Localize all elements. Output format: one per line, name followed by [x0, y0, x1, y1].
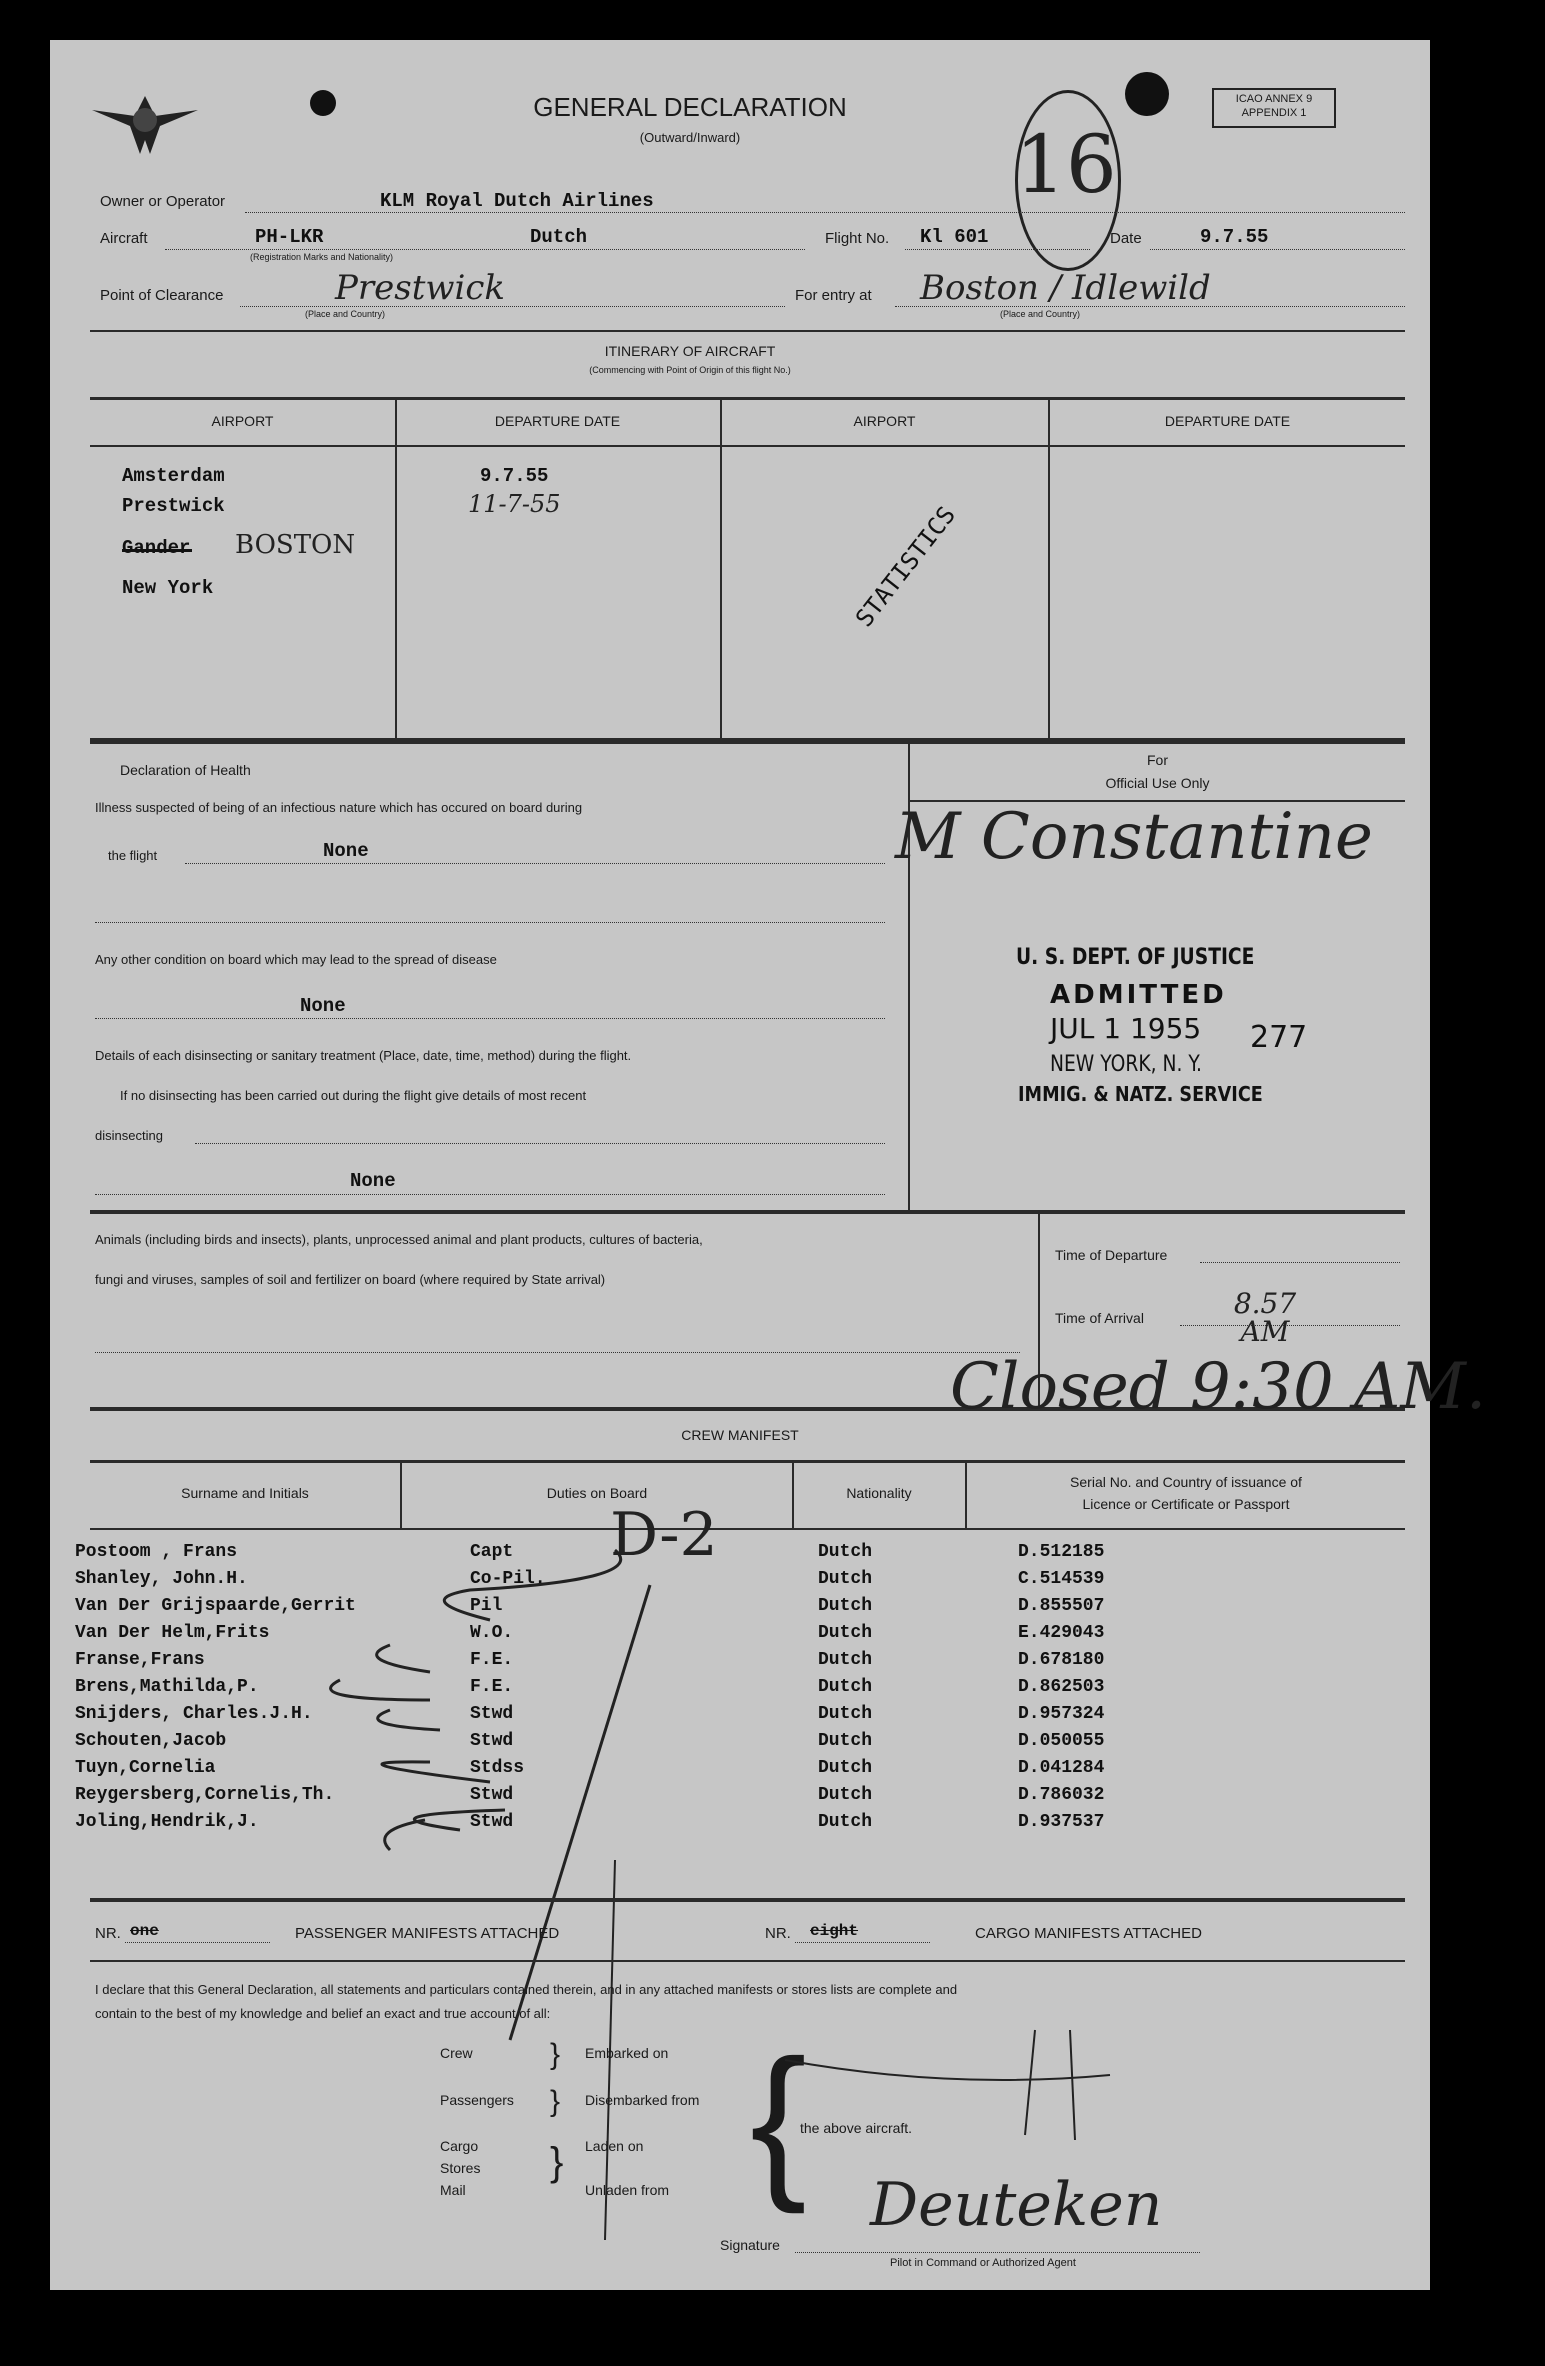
date-value: 9.7.55	[1200, 226, 1269, 248]
official-signature: M Constantine	[895, 800, 1373, 874]
signature-label: Signature	[720, 2237, 780, 2253]
crew-row-serial: D.041284	[1018, 1758, 1105, 1778]
statistics-stamp: STATISTICS	[850, 501, 962, 633]
crew-row-serial: E.429043	[1018, 1623, 1105, 1643]
declaration-item-passengers: Passengers	[440, 2092, 514, 2108]
crew-row-name: Shanley, John.H.	[75, 1569, 248, 1589]
itinerary-col-departure2: DEPARTURE DATE	[1164, 413, 1291, 429]
crew-row-nationality: Dutch	[818, 1704, 873, 1724]
official-title-line1: For	[1147, 752, 1168, 768]
itinerary-col-airport: AIRPORT	[211, 413, 274, 429]
crew-row-nationality: Dutch	[818, 1731, 873, 1751]
entry-value: Boston / Idlewild	[920, 268, 1211, 308]
crew-row-name: Franse,Frans	[75, 1650, 205, 1670]
clearance-caption: (Place and Country)	[305, 309, 386, 319]
declaration-item-cargo: Cargo	[440, 2138, 479, 2154]
owner-label: Owner or Operator	[100, 193, 226, 210]
declaration-brace-3: }	[550, 2140, 564, 2184]
crew-row-name: Schouten,Jacob	[75, 1731, 227, 1751]
admitted-stamp-line2: ADMITTED	[1050, 980, 1227, 1010]
health-q3-line2: If no disinsecting has been carried out during the flight give details of most recent	[120, 1088, 587, 1103]
crew-row-nationality: Dutch	[818, 1596, 873, 1616]
time-arrival-label: Time of Arrival	[1055, 1310, 1144, 1326]
crew-row-serial: D.855507	[1018, 1596, 1105, 1616]
official-title-line2: Official Use Only	[1105, 775, 1210, 791]
crew-col-nationality: Nationality	[846, 1485, 912, 1501]
crew-row-serial: D.050055	[1018, 1731, 1105, 1751]
crew-row-name: Tuyn,Cornelia	[75, 1758, 216, 1778]
itinerary-boston-note: BOSTON	[235, 530, 356, 560]
owner-value: KLM Royal Dutch Airlines	[380, 190, 654, 212]
annex-line2: APPENDIX 1	[1241, 107, 1307, 119]
crew-row-nationality: Dutch	[818, 1650, 873, 1670]
itinerary-airport-1: Amsterdam	[122, 465, 225, 487]
crew-row-duty: W.O.	[470, 1623, 514, 1643]
crew-row-name: Postoom , Frans	[75, 1542, 238, 1562]
document-title: GENERAL DECLARATION	[533, 92, 847, 122]
declaration-brace-2: }	[550, 2085, 561, 2118]
crew-row-duty: Stwd	[470, 1812, 514, 1832]
crew-row-nationality: Dutch	[818, 1542, 873, 1562]
crew-row-duty: Stwd	[470, 1731, 514, 1751]
aircraft-label: Aircraft	[100, 230, 148, 247]
declaration-suffix: the above aircraft.	[800, 2120, 913, 2136]
crew-row-serial: D.678180	[1018, 1650, 1105, 1670]
crew-row-nationality: Dutch	[818, 1623, 873, 1643]
flight-label: Flight No.	[825, 230, 890, 247]
health-q3-line3: disinsecting	[95, 1128, 163, 1143]
entry-label: For entry at	[795, 287, 872, 304]
aircraft-nationality: Dutch	[530, 226, 588, 248]
crew-title: CREW MANIFEST	[681, 1427, 799, 1443]
declaration-brace-big: {	[750, 2025, 807, 2215]
health-a1: None	[323, 840, 369, 862]
crew-row-duty: Stdss	[470, 1758, 525, 1778]
declaration-line2: contain to the best of my knowledge and belief an exact and true account of all:	[95, 2006, 551, 2021]
declaration-brace-1: }	[550, 2038, 561, 2071]
health-a3: None	[350, 1170, 396, 1192]
declaration-action-embarked: Embarked on	[585, 2045, 669, 2061]
admitted-stamp-line1: U. S. DEPT. OF JUSTICE	[1016, 945, 1255, 970]
circled-number: 16	[1015, 118, 1117, 211]
crew-row-name: Reygersberg,Cornelis,Th.	[75, 1785, 335, 1805]
passenger-nr-value: one	[130, 1922, 159, 1940]
crew-row-serial: D.786032	[1018, 1785, 1105, 1805]
crew-row-serial: C.514539	[1018, 1569, 1105, 1589]
document-subtitle: (Outward/Inward)	[639, 130, 741, 145]
aircraft-registration: PH-LKR	[255, 226, 324, 248]
crew-row-nationality: Dutch	[818, 1812, 873, 1832]
crew-row-duty: Stwd	[470, 1785, 514, 1805]
crew-row-name: Joling,Hendrik,J.	[75, 1812, 259, 1832]
cargo-nr-value: eight	[810, 1922, 859, 1940]
crew-row-duty: F.E.	[470, 1650, 514, 1670]
health-q1-line1: Illness suspected of being of an infectious nature which has occured on board during	[95, 800, 583, 815]
itinerary-date-2: 11-7-55	[468, 490, 561, 518]
itinerary-airport-3: Gander	[122, 537, 191, 559]
crew-row-nationality: Dutch	[818, 1569, 873, 1589]
crew-row-duty: Co-Pil.	[470, 1569, 546, 1589]
declaration-item-stores: Stores	[440, 2160, 481, 2176]
crew-row-duty: F.E.	[470, 1677, 514, 1697]
declaration-item-mail: Mail	[440, 2182, 466, 2198]
admitted-stamp-line4: NEW YORK, N. Y.	[1050, 1052, 1202, 1077]
itinerary-col-departure: DEPARTURE DATE	[494, 413, 621, 429]
health-heading: Declaration of Health	[120, 762, 251, 778]
admitted-stamp-line3: JUL 1 1955	[1050, 1012, 1202, 1045]
crew-row-name: Van Der Helm,Frits	[75, 1623, 270, 1643]
declaration-item-crew: Crew	[440, 2045, 473, 2061]
declaration-action-laden: Laden on	[585, 2138, 644, 2154]
crew-row-serial: D.512185	[1018, 1542, 1105, 1562]
cargo-manifest-label: CARGO MANIFESTS ATTACHED	[975, 1925, 1202, 1942]
crew-row-name: Snijders, Charles.J.H.	[75, 1704, 313, 1724]
date-label: Date	[1110, 230, 1142, 247]
time-departure-label: Time of Departure	[1055, 1247, 1168, 1263]
admitted-stamp-line5: IMMIG. & NATZ. SERVICE	[1018, 1082, 1263, 1106]
annex-line1: ICAO ANNEX 9	[1235, 93, 1313, 105]
declaration-line1: I declare that this General Declaration, all statements and particulars contained therein, and in any attached manifests or stores lists are complete and	[95, 1982, 958, 1997]
time-arrival-value: 8.57 AM	[1233, 1287, 1297, 1348]
health-a2: None	[300, 995, 346, 1017]
declaration-action-disembarked: Disembarked from	[585, 2092, 700, 2108]
crew-col-serial-line2: Licence or Certificate or Passport	[1082, 1496, 1290, 1512]
crew-row-nationality: Dutch	[818, 1785, 873, 1805]
passenger-manifest-label: PASSENGER MANIFESTS ATTACHED	[295, 1925, 560, 1942]
crew-row-duty: Capt	[470, 1542, 514, 1562]
itinerary-airport-2: Prestwick	[122, 495, 225, 517]
crew-row-name: Brens,Mathilda,P.	[75, 1677, 259, 1697]
crew-row-serial: D.957324	[1018, 1704, 1105, 1724]
health-q2: Any other condition on board which may lead to the spread of disease	[95, 952, 497, 967]
clearance-value: Prestwick	[335, 268, 505, 308]
animals-text-line1: Animals (including birds and insects), plants, unprocessed animal and plant products, cultures of bacteria,	[95, 1232, 703, 1247]
closed-note: Closed 9:30 AM.	[950, 1350, 1487, 1424]
itinerary-subtitle: (Commencing with Point of Origin of this flight No.)	[589, 365, 791, 375]
admitted-stamp-number: 277	[1250, 1020, 1308, 1055]
health-q1-line2: the flight	[108, 848, 158, 863]
aircraft-caption: (Registration Marks and Nationality)	[250, 252, 394, 262]
crew-row-serial: D.862503	[1018, 1677, 1105, 1697]
itinerary-airport-4: New York	[122, 577, 214, 599]
crew-row-name: Van Der Grijspaarde,Gerrit	[75, 1596, 356, 1616]
crew-col-serial-line1: Serial No. and Country of issuance of	[1070, 1474, 1302, 1490]
crew-row-serial: D.937537	[1018, 1812, 1105, 1832]
itinerary-title: ITINERARY OF AIRCRAFT	[604, 343, 776, 359]
itinerary-col-airport2: AIRPORT	[853, 413, 916, 429]
signature-value: Deuteken	[870, 2170, 1163, 2240]
cargo-nr-label: NR.	[765, 1925, 791, 1942]
declaration-sheet	[50, 40, 1487, 2290]
entry-caption: (Place and Country)	[1000, 309, 1081, 319]
passenger-nr-label: NR.	[95, 1925, 121, 1942]
crew-col-duties: Duties on Board	[546, 1485, 648, 1501]
crew-row-duty: Stwd	[470, 1704, 514, 1724]
crew-row-duty: Pil	[470, 1596, 503, 1616]
health-q3-line1: Details of each disinsecting or sanitary treatment (Place, date, time, method) during the flight.	[95, 1048, 632, 1063]
crew-row-nationality: Dutch	[818, 1758, 873, 1778]
clearance-label: Point of Clearance	[100, 287, 224, 304]
declaration-crossmark	[50, 40, 1430, 2290]
crew-col-name: Surname and Initials	[181, 1485, 309, 1501]
animals-text-line2: fungi and viruses, samples of soil and fertilizer on board (where required by State arrival)	[95, 1272, 606, 1287]
signature-caption: Pilot in Command or Authorized Agent	[890, 2257, 1076, 2269]
crew-row-nationality: Dutch	[818, 1677, 873, 1697]
itinerary-date-1: 9.7.55	[480, 465, 549, 487]
declaration-action-unladen: Unladen from	[585, 2182, 670, 2198]
flight-value: Kl 601	[920, 226, 989, 248]
crew-handwritten-mark: D-2	[610, 1500, 718, 1570]
